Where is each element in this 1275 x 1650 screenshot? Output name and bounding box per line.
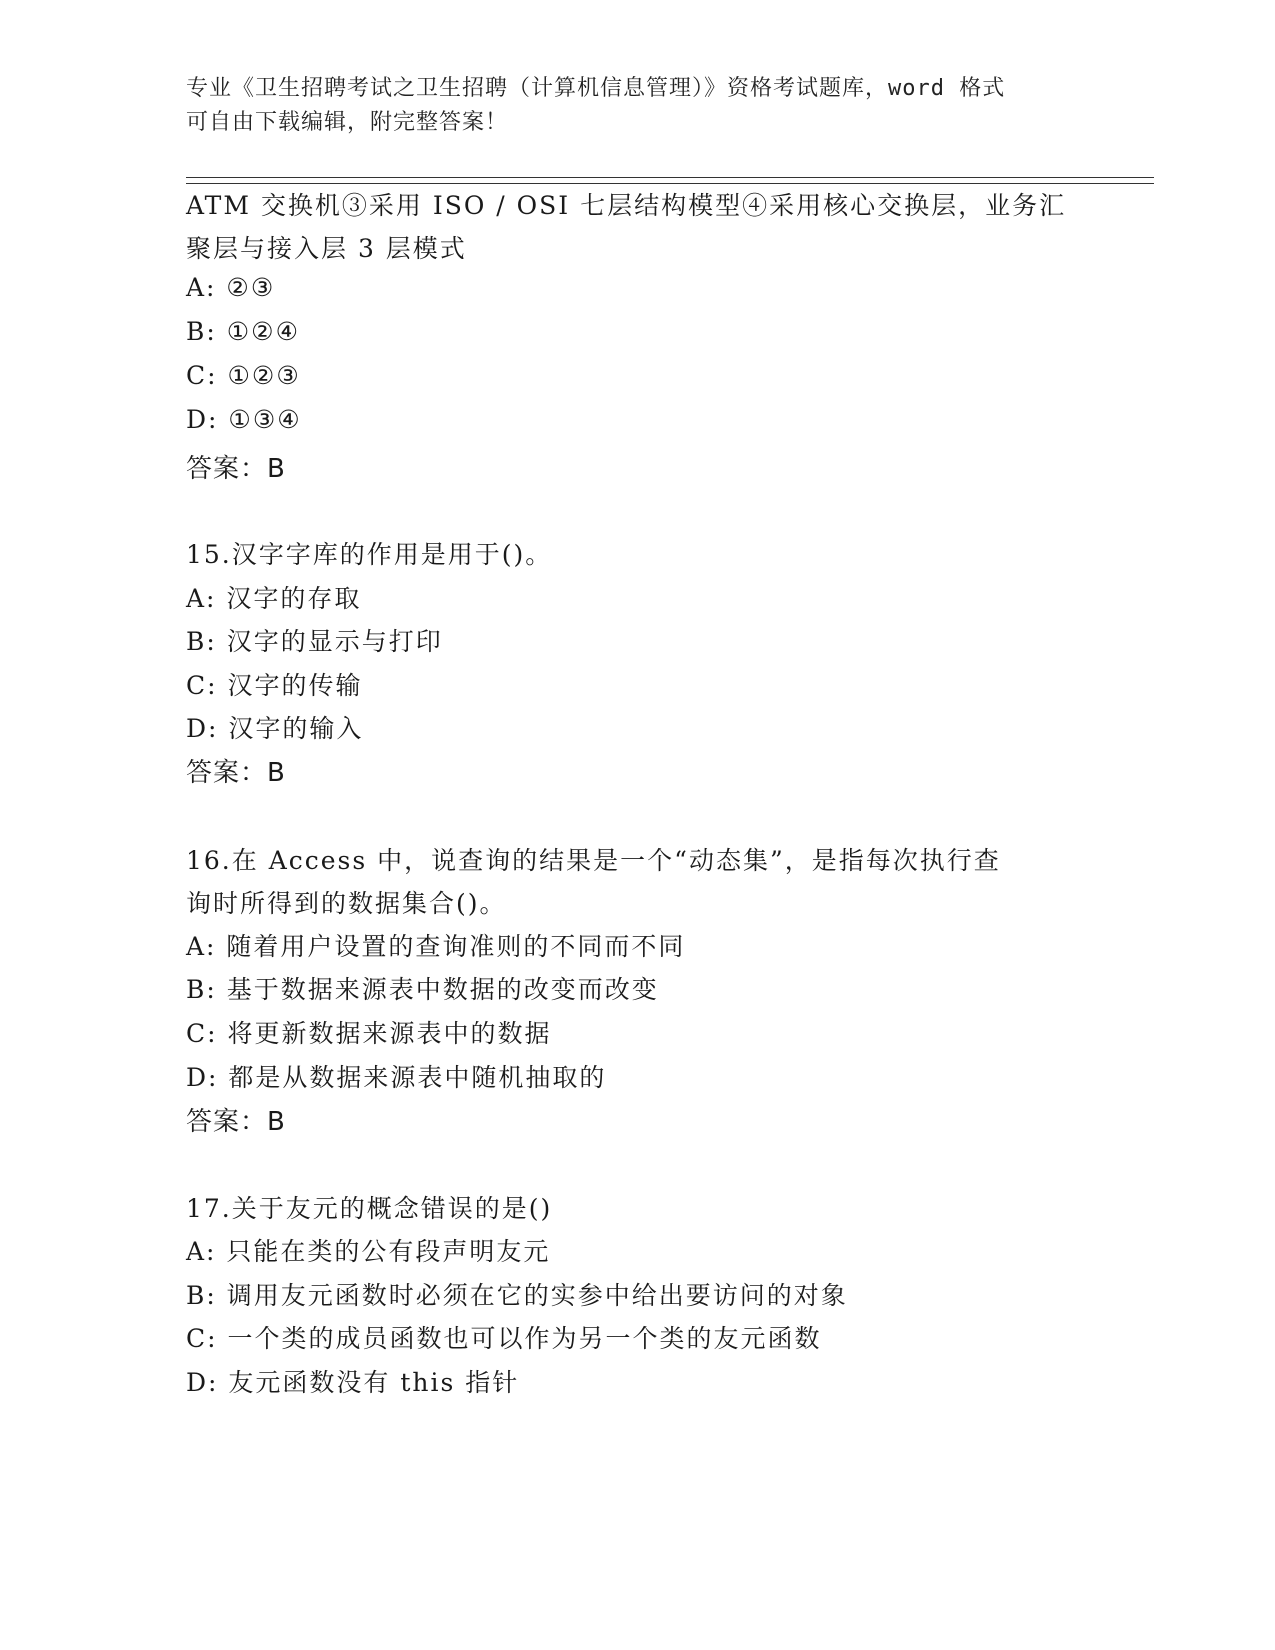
header-line-2: 可自由下载编辑，附完整答案！ <box>186 110 509 135</box>
question-14-option-c: C: ①②③ <box>186 361 301 390</box>
question-15-option-c: C: 汉字的传输 <box>186 671 363 700</box>
question-14-option-a: A: ②③ <box>186 273 276 302</box>
question-17-stem-line-1: 17.关于友元的概念错误的是() <box>186 1194 553 1223</box>
header-divider-bottom <box>186 183 1154 184</box>
question-14-option-b: B: ①②④ <box>186 317 300 346</box>
question-16-option-a: A: 随着用户设置的查询准则的不同而不同 <box>186 932 686 961</box>
question-17-option-b: B: 调用友元函数时必须在它的实参中给出要访问的对象 <box>186 1281 848 1310</box>
question-15-stem-line-1: 15.汉字字库的作用是用于()。 <box>186 540 553 569</box>
question-17-option-d: D: 友元函数没有 this 指针 <box>186 1368 520 1397</box>
question-16-stem-line-1: 16.在 Access 中，说查询的结果是一个“动态集”，是指每次执行查 <box>186 846 1001 875</box>
question-16-option-c: C: 将更新数据来源表中的数据 <box>186 1019 552 1048</box>
question-14-stem-line-2: 聚层与接入层 3 层模式 <box>186 234 467 263</box>
question-15-option-b: B: 汉字的显示与打印 <box>186 627 443 656</box>
header-line-1: 专业《卫生招聘考试之卫生招聘（计算机信息管理）》资格考试题库，word 格式 <box>186 76 1006 101</box>
header-divider-top <box>186 177 1154 178</box>
question-16-answer: 答案：B <box>186 1107 286 1137</box>
question-17-option-a: A: 只能在类的公有段声明友元 <box>186 1237 551 1266</box>
document-header <box>186 72 1086 140</box>
question-16-option-b: B: 基于数据来源表中数据的改变而改变 <box>186 975 659 1004</box>
question-17-option-c: C: 一个类的成员函数也可以作为另一个类的友元函数 <box>186 1324 822 1353</box>
question-14-answer: 答案：B <box>186 454 286 484</box>
question-14-stem-line-1: ATM 交换机③采用 ISO / OSI 七层结构模型④采用核心交换层，业务汇 <box>186 191 1067 220</box>
question-15-answer: 答案：B <box>186 758 286 788</box>
question-16-stem-line-2: 询时所得到的数据集合()。 <box>186 889 507 918</box>
question-15-option-d: D: 汉字的输入 <box>186 714 364 743</box>
question-16-option-d: D: 都是从数据来源表中随机抽取的 <box>186 1063 607 1092</box>
question-14-option-d: D: ①③④ <box>186 405 302 434</box>
question-15-option-a: A: 汉字的存取 <box>186 584 362 613</box>
